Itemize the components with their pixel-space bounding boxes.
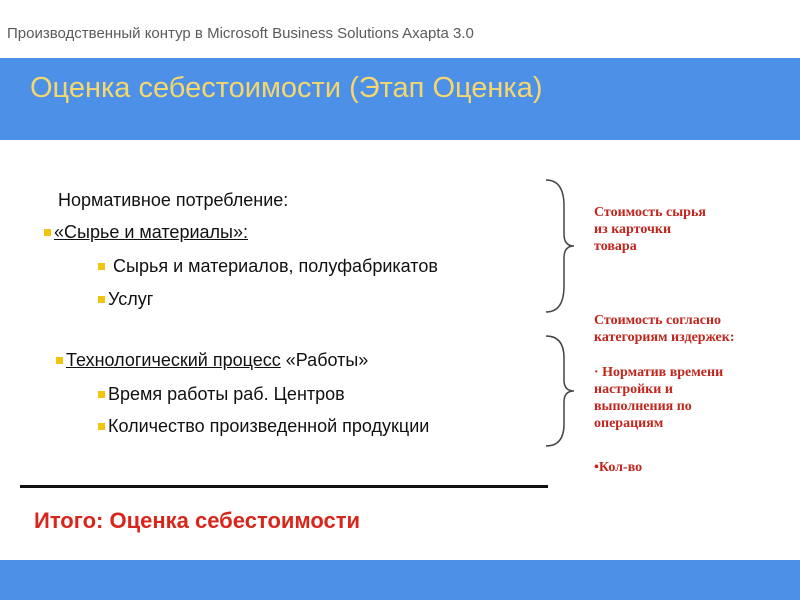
heading-normative-consumption: Нормативное потребление: (58, 190, 289, 210)
services-label: Услуг (108, 289, 154, 309)
list-item-process (56, 350, 368, 371)
materials-label: «Сырье и материалы»: (54, 222, 248, 242)
materials-sub-label: Сырья и материалов, полуфабрикатов (108, 256, 438, 276)
process-label: Технологический процесс (66, 350, 281, 370)
bullet-icon (44, 229, 51, 236)
bullet-icon (56, 357, 63, 364)
brace-upper-icon (540, 176, 580, 316)
bullet-icon (98, 423, 105, 430)
presentation-title: Производственный контур в Microsoft Business Solutions Axapta 3.0 (7, 25, 474, 42)
list-item-services (98, 289, 153, 310)
bullet-icon (98, 263, 105, 270)
work-time-label: Время работы раб. Центров (108, 384, 345, 404)
quantity-label: Количество произведенной продукции (108, 416, 430, 436)
slide-title: Оценка себестоимости (Этап Оценка) (30, 72, 543, 104)
process-suffix: «Работы» (280, 350, 369, 370)
note-material-cost: Стоимость сырья из карточки товара (594, 205, 706, 254)
total-label: Итого: Оценка себестоимости (34, 508, 361, 533)
list-item-materials (44, 222, 248, 243)
bullet-icon (98, 391, 105, 398)
bullet-icon (98, 296, 105, 303)
divider (20, 485, 548, 488)
note-count: •Кол-во (594, 460, 643, 475)
brace-lower-icon (540, 332, 580, 450)
list-item-quantity (98, 416, 429, 437)
note-cost-by-category: Стоимость согласно категориям издержек: (594, 313, 735, 345)
footer-band (0, 560, 800, 600)
list-item-work-time (98, 384, 345, 405)
list-item-materials-sub (98, 256, 438, 277)
note-standard-time: · Норматив времени настройки и выполнения по операциям (594, 365, 724, 431)
